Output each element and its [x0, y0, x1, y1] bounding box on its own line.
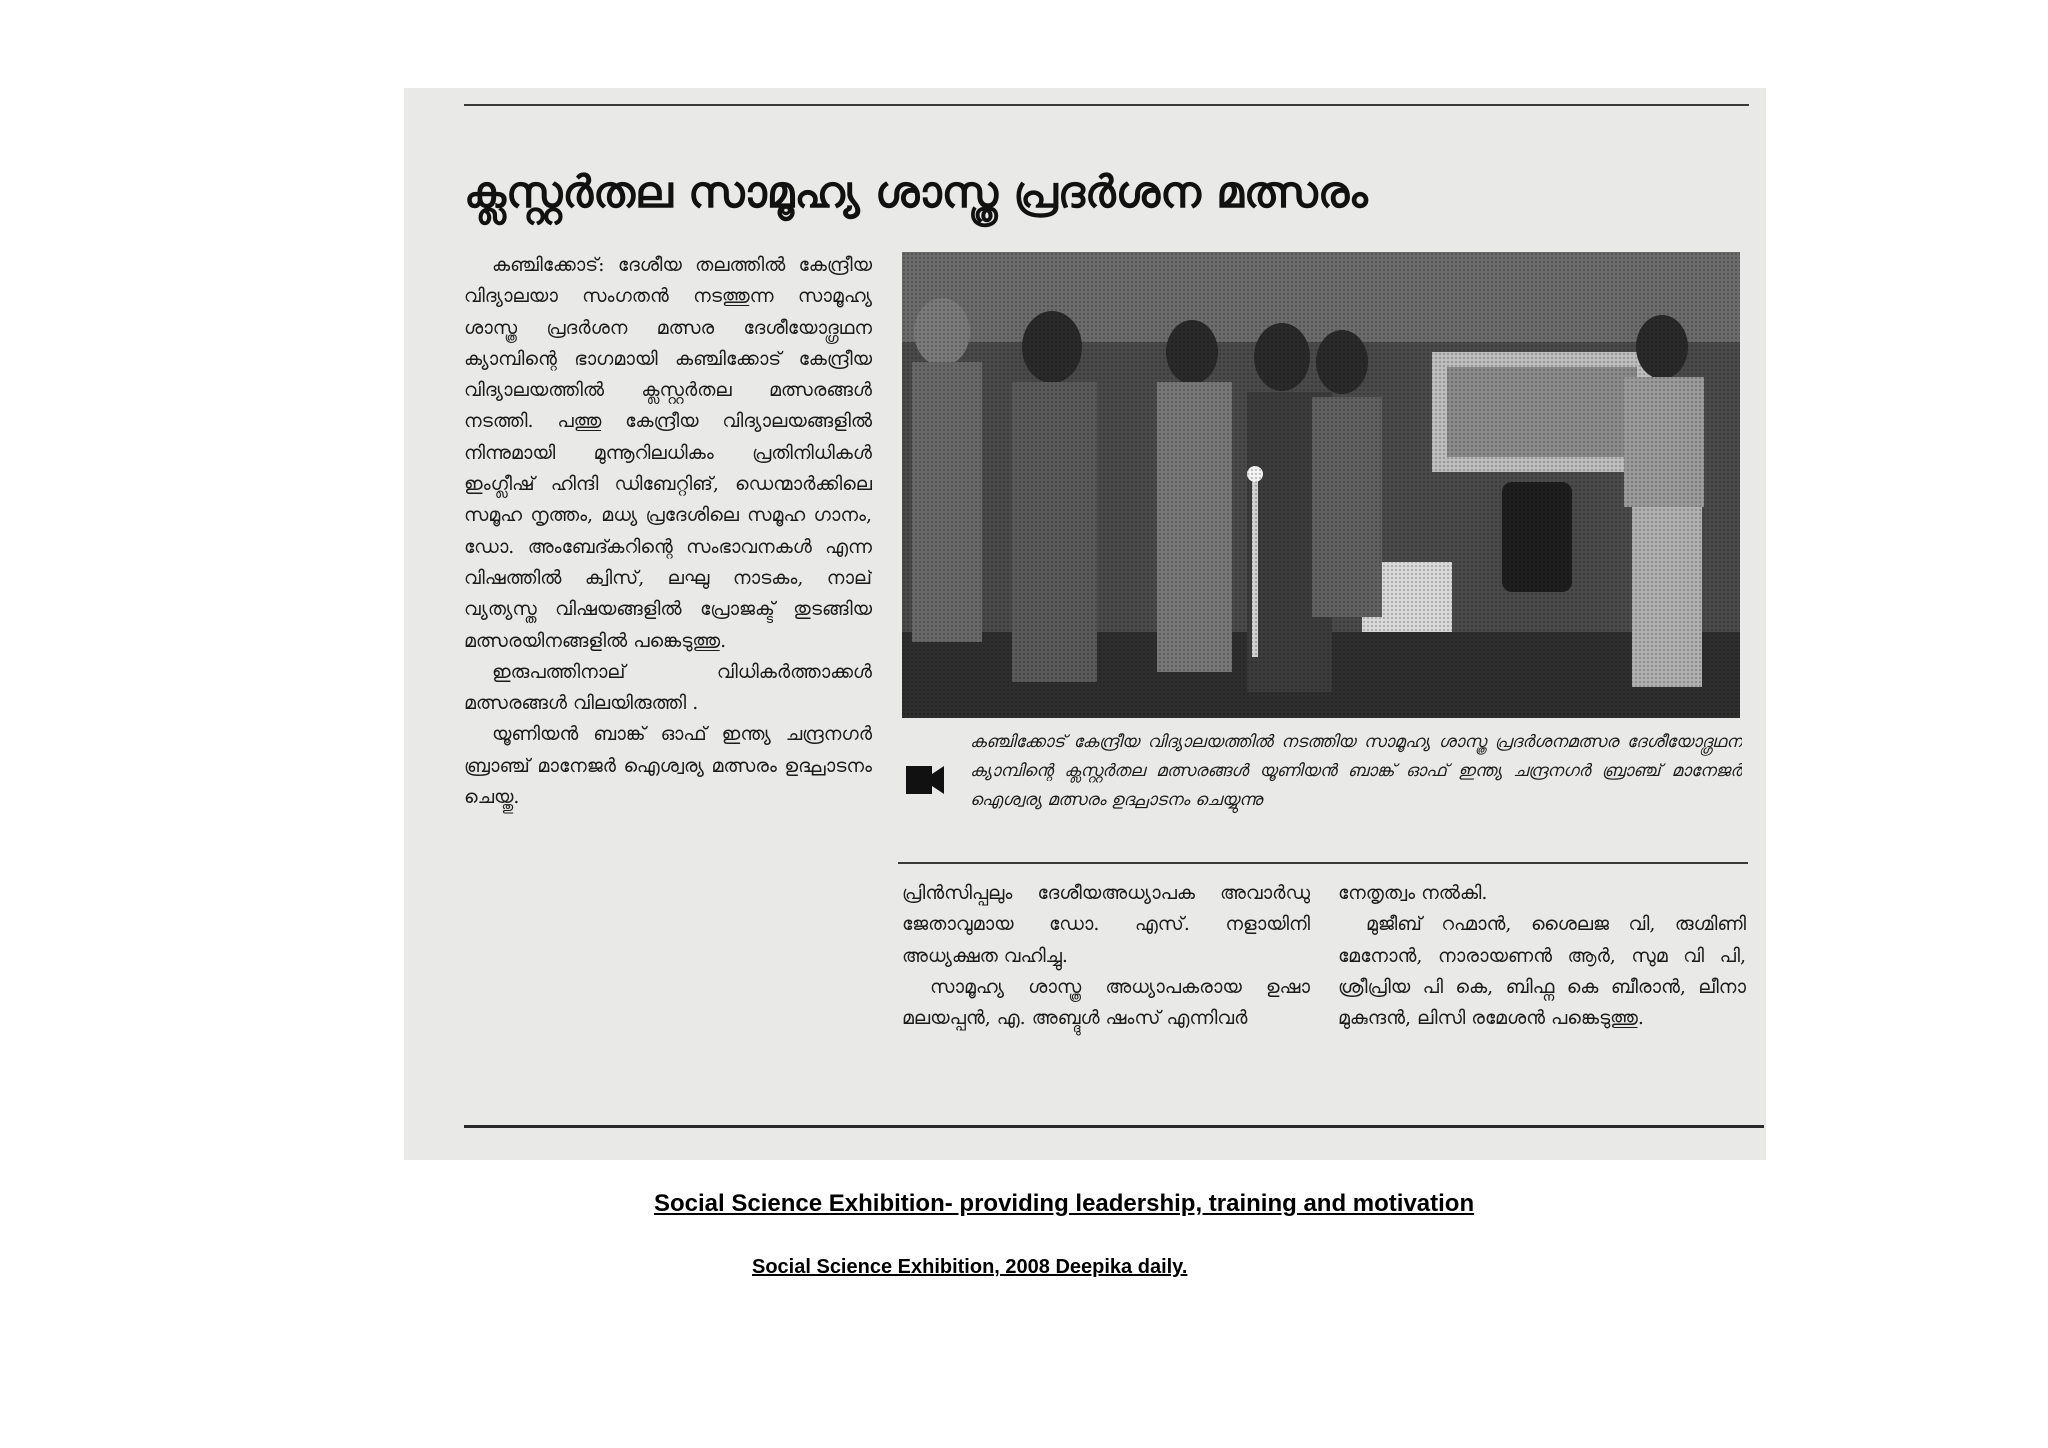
article-right-column	[1338, 878, 1746, 1078]
middle-rule	[898, 862, 1748, 864]
article-paragraph: മുജീബ് റഹ്മാൻ, ശൈലജ വി, രുഗ്മിണി മേനോൻ, നാരായണൻ ആർ, സുമ വി പി, ശ്രീപ്രിയ പി കെ, ബിഫ്ന കെ ബീരാൻ, ലീനാ മുകുന്ദൻ, ലിസി രമേശൻ പങ്കെടുത്തു.	[1338, 913, 1746, 1030]
exhibition-title: Social Science Exhibition- providing leadership, training and motivation	[654, 1190, 1475, 1217]
article-paragraph: കഞ്ചിക്കോട്: ദേശീയ തലത്തിൽ കേന്ദ്രീയ വിദ്യാലയാ സംഗതൻ നടത്തുന്ന സാമൂഹ്യ ശാസ്ത്ര പ്രദർശന മത്സര ദേശീയോദ്ഗ്രഥന ക്യാമ്പിന്റെ ഭാഗമായി കഞ്ചിക്കോട് കേന്ദ്രീയ വിദ്യാലയത്തിൽ ക്ലസ്റ്റർതല മത്സരങ്ങൾ നടത്തി. പത്തു കേന്ദ്രീയ വിദ്യാലയങ്ങളിൽ നിന്നുമായി മുന്നൂറിലധികം പ്രതിനിധികൾ ഇംഗ്ലീഷ് ഹിന്ദി ഡിബേറ്റിങ്, ഡെന്മാർക്കിലെ സമൂഹ നൃത്തം, മധ്യ പ്രദേശിലെ സമൂഹ ഗാനം, ഡോ. അംബേദ്കറിന്റെ സംഭാവനകൾ എന്ന വിഷത്തിൽ ക്വിസ്, ലഘു നാടകം, നാല് വ്യത്യസ്ത വിഷയങ്ങളിൽ പ്രോജക്ട് തുടങ്ങിയ മത്സരയിനങ്ങളിൽ പങ്കെടുത്തു.	[464, 254, 872, 652]
headline: ക്ലസ്റ്റർതല സാമൂഹ്യ ശാസ്ത്ര പ്രദർശന മത്സരം	[464, 167, 1368, 218]
photo-caption: കഞ്ചിക്കോട് കേന്ദ്രീയ വിദ്യാലയത്തിൽ നടത്തിയ സാമൂഹ്യ ശാസ്ത്ര പ്രദർശനമത്സര ദേശീയോദ്ഗ്രഥന ക്യാമ്പിന്റെ ക്ലസ്റ്റർതല മത്സരങ്ങൾ യൂണിയൻ ബാങ്ക് ഓഫ് ഇന്ത്യ ചന്ദ്രനഗർ ബ്രാഞ്ച് മാനേജർ ഐശ്വര്യ മത്സരം ഉദ്ഘാടനം ചെയ്യുന്നു	[970, 732, 1742, 810]
article-paragraph: പ്രിൻസിപ്പലും ദേശീയഅധ്യാപക അവാർഡു ജേതാവുമായ ഡോ. എസ്. നളായിനി അധ്യക്ഷത വഹിച്ചു.	[902, 882, 1310, 967]
article-left-column	[464, 250, 872, 1070]
article-middle-column	[902, 878, 1310, 1078]
event-photo	[902, 252, 1740, 718]
article-paragraph: യൂണിയൻ ബാങ്ക് ഓഫ് ഇന്ത്യ ചന്ദ്രനഗർ ബ്രാഞ്ച് മാനേജർ ഐശ്വര്യ മത്സരം ഉദ്ഘാടനം ചെയ്തു.	[464, 723, 872, 809]
photo-illustration	[902, 252, 1740, 718]
article-paragraph: ഇരുപത്തിനാല് വിധികർത്താക്കൾ മത്സരങ്ങൾ വിലയിരുത്തി .	[464, 660, 872, 715]
article-paragraph: നേതൃത്വം നൽകി.	[1338, 882, 1488, 904]
newspaper-clipping	[404, 88, 1766, 1160]
top-rule	[464, 104, 1749, 106]
article-paragraph: സാമൂഹ്യ ശാസ്ത്ര അധ്യാപകരായ ഉഷാ മലയപ്പൻ, എ. അബ്ദുൾ ഷംസ് എന്നിവർ	[902, 975, 1310, 1030]
camera-icon	[902, 756, 948, 802]
source-note: Social Science Exhibition, 2008 Deepika daily.	[752, 1256, 1188, 1278]
bottom-rule	[464, 1125, 1764, 1128]
